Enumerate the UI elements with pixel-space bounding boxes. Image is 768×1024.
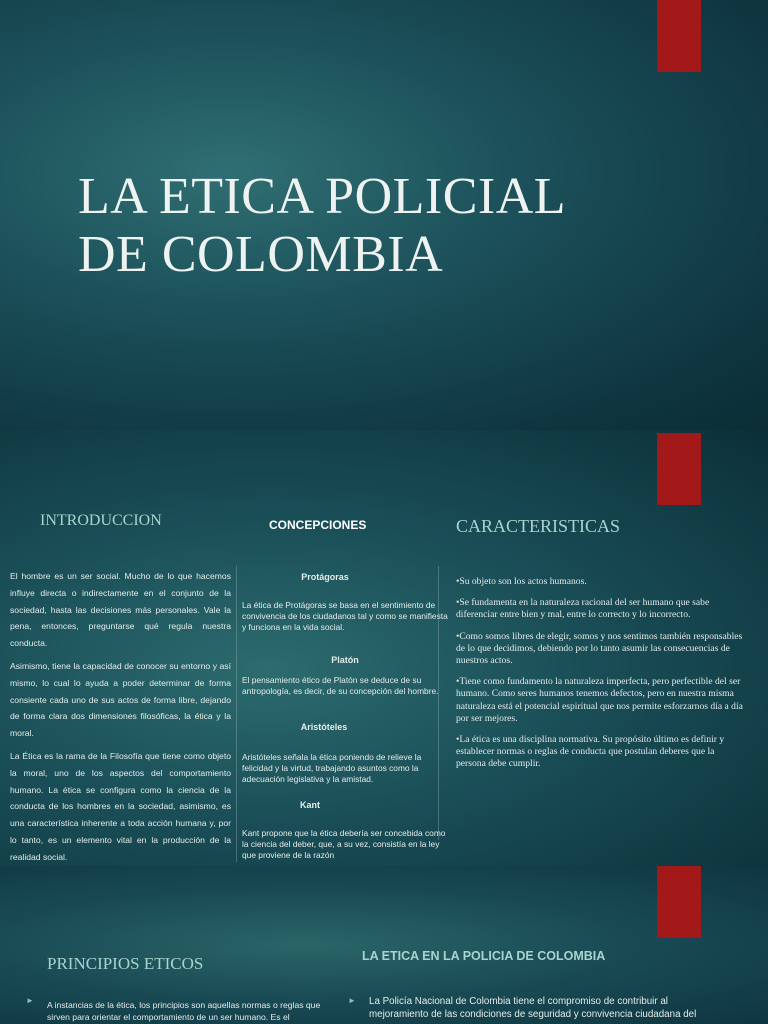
- concepcion-name: Platón: [331, 655, 359, 665]
- concepcion-text: El pensamiento ético de Platón se deduce de su antropología, es decir, de su concepción del hombre.: [242, 675, 439, 696]
- introduccion-heading: INTRODUCCION: [40, 512, 162, 529]
- slide-title-text: [78, 168, 678, 284]
- caracteristica-item: •Tiene como fundamento la naturaleza imperfecta, pero perfectible del ser humano. Como seres humanos tenemos defectos, pero en nuestra misma naturaleza está el potencial espiritual que nos permite esforzarnos día a día por ser mejores.: [456, 676, 743, 724]
- accent-bar: [657, 433, 701, 505]
- title-line-2: DE COLOMBIA: [78, 226, 444, 283]
- policia-text: La Policía Nacional de Colombia tiene el compromiso de contribuir al mejoramiento de las condiciones de seguridad y convivencia ciudadana del: [369, 996, 697, 1020]
- accent-bar: [657, 866, 701, 938]
- concepcion-name: Kant: [300, 800, 320, 810]
- principios-heading: PRINCIPIOS ETICOS: [47, 954, 204, 973]
- concepciones-heading: CONCEPCIONES: [269, 518, 367, 532]
- caracteristicas-list: [456, 576, 746, 771]
- slide-principios: [0, 866, 768, 1024]
- caracteristica-item: •Su objeto son los actos humanos.: [456, 576, 587, 587]
- concepcion-name: Aristóteles: [300, 722, 348, 732]
- divider: [438, 566, 439, 840]
- intro-paragraph: La Ética es la rama de la Filosofía que tiene como objeto la moral, uno de los aspectos del comportamiento humano. La ética se configura como la ciencia de la conducta de los hombres en la sociedad, asimismo, es una característica inherente a toda acción humana y, por lo tanto, es un elemento vital en la producción de la realidad social.: [10, 750, 231, 862]
- bullet-icon: ►: [26, 996, 34, 1005]
- concepcion-text: Kant propone que la ética debería ser concebida como la ciencia del deber, que, a su vez, consistía en la ley que proviene de la razón: [242, 828, 446, 860]
- accent-bar: [657, 0, 701, 72]
- concepcion-text: Aristóteles señala la ética poniendo de relieve la felicidad y la virtud, trabajando asuntos como la adecuación legislativa y la amistad.: [242, 752, 422, 784]
- title-line-1: LA ETICA POLICIAL: [78, 168, 567, 225]
- intro-paragraph: Asimismo, tiene la capacidad de conocer su entorno y así mismo, lo cual lo ayuda a poder determinar de forma consiente cada uno de sus actos de forma libre, dejando de forma clara dos dimensiones filosóficas, la ética y la moral.: [10, 660, 231, 739]
- concepcion-name: Protágoras: [301, 572, 349, 582]
- intro-paragraph: El hombre es un ser social. Mucho de lo que hacemos influye directa o indirectamente en el conjunto de la sociedad, hasta las decisiones más personales. Vale la pena, entonces, preguntarse qué regula nuestra conducta.: [10, 571, 231, 649]
- caracteristica-item: •La ética es una disciplina normativa. Su propósito último es definir y establecer normas o reglas de conducta que postulan deberes que la persona debe cumplir.: [456, 734, 725, 770]
- policia-heading: LA ETICA EN LA POLICIA DE COLOMBIA: [362, 949, 606, 963]
- slide-title: [0, 0, 768, 430]
- principios-text: A instancias de la ética, los principios son aquellas normas o reglas que sirven para orientar el comportamiento de un ser humano. Es el: [47, 1000, 321, 1022]
- bullet-icon: ►: [348, 996, 356, 1005]
- concepcion-text: La ética de Protágoras se basa en el sentimiento de convivencia de los ciudadanos tal y como se manifiesta y funciona en la vida social.: [242, 600, 448, 632]
- caracteristicas-heading: CARACTERISTICAS: [456, 516, 621, 536]
- slide-content: [0, 430, 768, 866]
- caracteristica-item: •Se fundamenta en la naturaleza racional del ser humano que sabe diferenciar entre bien y mal, entre lo correcto y lo incorrecto.: [456, 597, 710, 621]
- divider: [236, 566, 237, 862]
- introduccion-body: [10, 568, 231, 866]
- caracteristica-item: •Como somos libres de elegir, somos y nos sentimos también responsables de lo que decidimos, debiendo por lo tanto asumir las consecuencias de nuestros actos.: [456, 630, 743, 667]
